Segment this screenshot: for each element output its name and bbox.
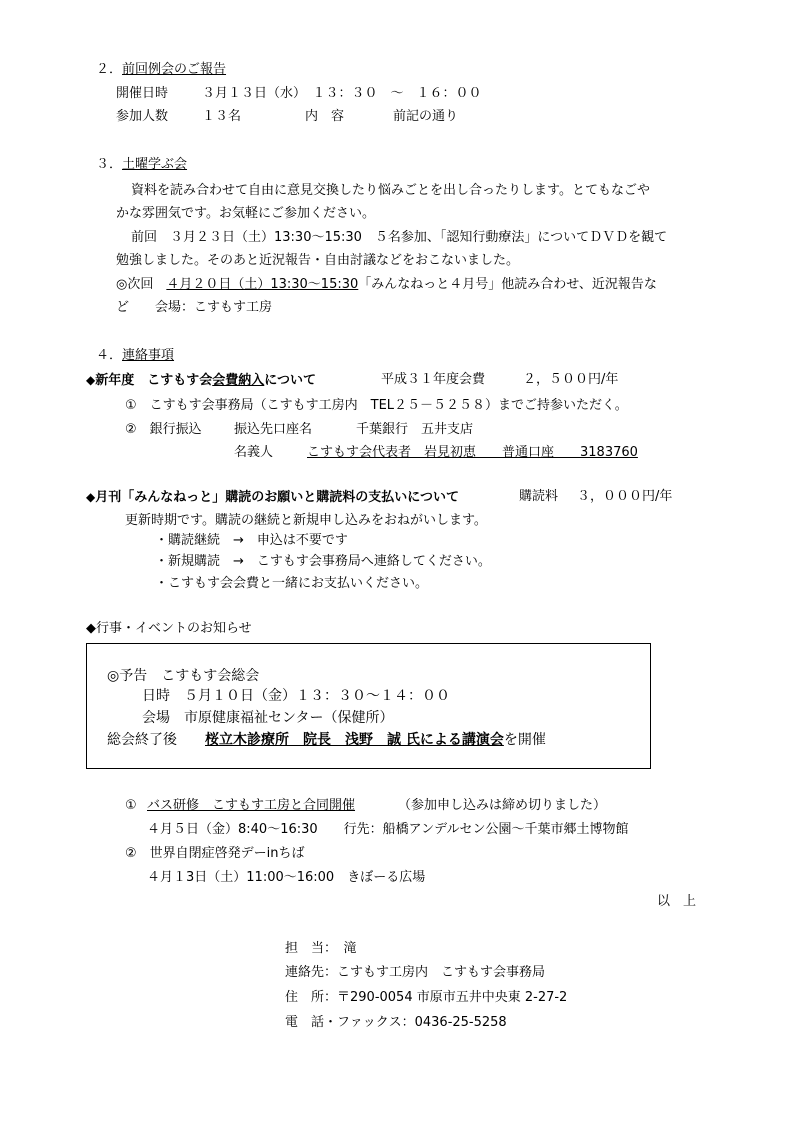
fee-title-b: 会費納入 [212, 373, 265, 388]
fee-option-1: ① こすもす会事務局（こすもす工房内 TEL２５－５２５８）までご持参いただく。 [125, 398, 628, 413]
fee-year: 平成３１年度会費 [381, 372, 486, 387]
section4-number: ４． [96, 348, 123, 363]
account-label: 振込先口座名 [234, 422, 313, 437]
meeting-attendees [116, 108, 516, 126]
attendees-value: １３名 [202, 109, 242, 124]
subscription-new: ・新規購読 → こすもす会事務局へ連絡してください。 [155, 554, 491, 569]
section2-number: ２． [96, 62, 123, 77]
autism-day-detail: ４月１3日（土）11:00～16:00 きぼーる広場 [147, 870, 426, 885]
holder-label: 名義人 [234, 445, 274, 460]
study-description-line2: かな雰囲気です。お気軽にご参加ください。 [116, 206, 375, 221]
subscription-note: 更新時期です。購読の継続と新規申し込みをおねがいします。 [125, 513, 487, 528]
bus-trip-note: （参加申し込みは締め切りました） [398, 798, 607, 813]
lecture-suffix: を開催 [503, 732, 546, 748]
bus-trip-title: バス研修 こすもす工房と合同開催 [147, 798, 356, 813]
fee-title-c: について [264, 373, 317, 388]
subscription-continue: ・購読継続 → 申込は不要です [155, 533, 348, 548]
section2-title: 前回例会のご報告 [122, 62, 227, 77]
section3-number: ３． [96, 157, 123, 172]
subscription-title: 月刊「みんなねっと」購読のお願いと購読料の支払いについて [95, 490, 459, 505]
attendees-label: 参加人数 [116, 109, 169, 124]
next-details: 「みんなねっと４月号」他読み合わせ、近況報告な [358, 277, 657, 292]
assembly-notice-box [86, 643, 651, 769]
datetime-value: ３月１３日（水） １３：３０ ～ １６：００ [202, 86, 482, 101]
contact-person: 担 当： 滝 [285, 941, 357, 956]
previous-session-line1: 前回 ３月２３日（土）13:30～15:30 ５名参加、「認知行動療法」についてＤＶＤを観て [131, 230, 668, 245]
contact-office: 連絡先：こすもす工房内 こすもす会事務局 [285, 965, 546, 980]
price-label: 購読料 [519, 489, 559, 504]
holder-value: こすもす会代表者 岩見初恵 普通口座 3183760 [307, 445, 638, 460]
closing-remark: 以 上 [657, 894, 697, 909]
fee-option-2 [125, 421, 625, 439]
events-heading: ◆行事・イベントのお知らせ [86, 621, 252, 636]
lecture-title: 桜立木診療所 院長 浅野 誠 氏による講演会 [205, 732, 504, 748]
fee-amount: ２，５００円/年 [523, 372, 619, 387]
contact-address: 住 所：〒290-0054 市原市五井中央東 2-27-2 [285, 990, 568, 1005]
section3-heading [96, 156, 187, 174]
section3-title: 土曜学ぶ会 [122, 157, 188, 172]
contact-phone: 電 話・ファックス：0436-25-5258 [285, 1015, 507, 1030]
previous-session-line2: 勉強しました。そのあと近況報告・自由討議などをおこないました。 [116, 253, 520, 268]
bank-transfer-label: ② 銀行振込 [125, 422, 202, 437]
next-session-line2: ど 会場：こすもす工房 [116, 300, 273, 315]
next-session-line1 [116, 276, 657, 294]
subscription-payment: ・こすもす会会費と一緒にお支払いください。 [155, 576, 429, 591]
assembly-title: ◎予告 こすもす会総会 [107, 668, 260, 684]
meeting-datetime [116, 85, 482, 103]
section4-title: 連絡事項 [122, 348, 175, 363]
assembly-venue: 会場 市原健康福祉センター（保健所） [142, 710, 394, 726]
bus-trip-detail: ４月５日（金）8:40～16:30 行先：船橋アンデルセン公園～千葉市郷土博物館 [147, 822, 629, 837]
bank-name: 千葉銀行 五井支店 [356, 422, 474, 437]
datetime-label: 開催日時 [116, 86, 169, 101]
diamond-bullet-icon: ◆ [86, 373, 96, 387]
bus-trip [125, 797, 685, 815]
next-date: ４月２０日（土）13:30～15:30 [166, 277, 359, 292]
section2-heading [96, 61, 226, 79]
section4-heading [96, 347, 174, 365]
diamond-bullet-icon: ◆ [86, 490, 96, 504]
fee-title-a: 新年度 こすもす会 [95, 373, 213, 388]
bus-trip-number: ① [125, 798, 137, 813]
lecture-prefix: 総会終了後 [107, 732, 205, 748]
content-label: 内 容 [305, 109, 345, 124]
price-value: ３，０００円/年 [577, 489, 673, 504]
fee-heading [86, 371, 706, 390]
content-value: 前記の通り [393, 109, 459, 124]
autism-day-title: ② 世界自閉症啓発デーinちば [125, 846, 305, 861]
assembly-datetime: 日時 ５月１０日（金）１３：３０～１４：００ [142, 688, 450, 704]
study-description-line1: 資料を読み合わせて自由に意見交換したり悩みごとを出し合ったりします。とてもなごや [131, 183, 650, 198]
assembly-lecture [107, 730, 546, 750]
subscription-heading [86, 488, 706, 507]
next-prefix: ◎次回 [116, 277, 167, 292]
account-holder [234, 444, 674, 462]
